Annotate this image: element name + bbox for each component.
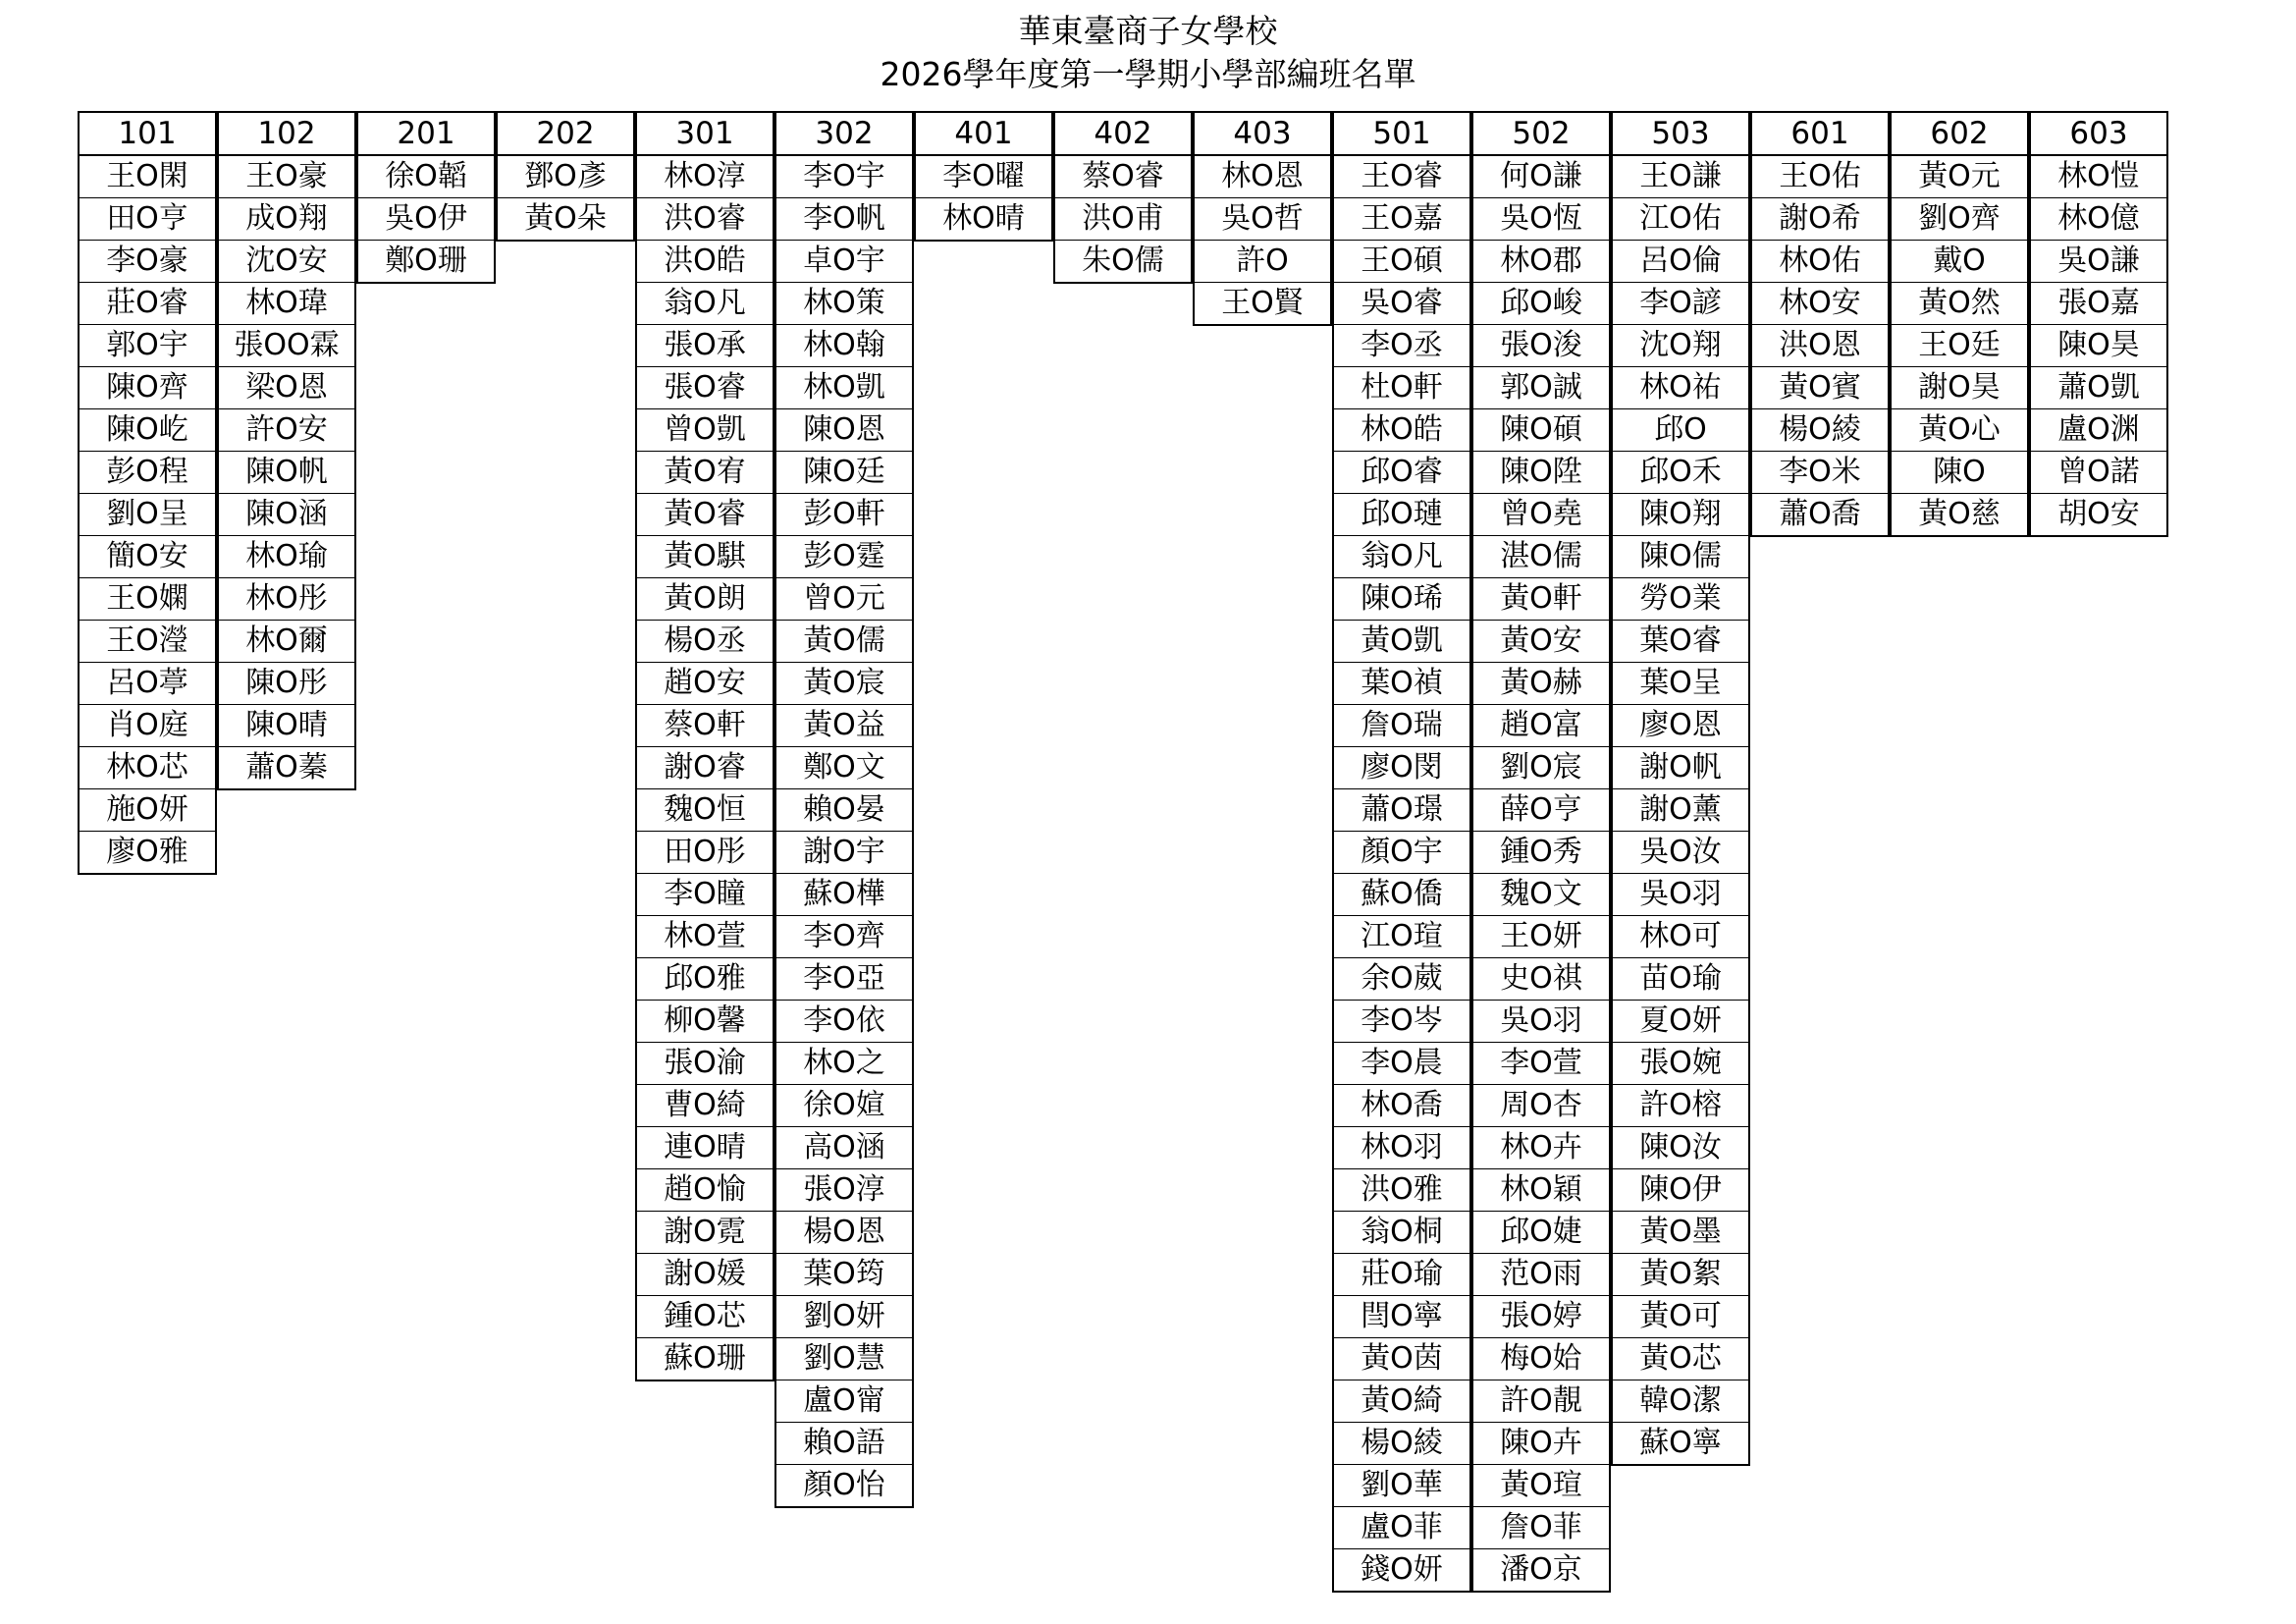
student-name: 劉O宸 <box>1473 746 1609 788</box>
student-name: 黃O睿 <box>637 493 773 535</box>
student-name: 王O嘉 <box>1334 197 1469 240</box>
student-name: 李O亞 <box>776 957 912 1000</box>
student-name: 李O瞳 <box>637 873 773 915</box>
student-name: 陳O帆 <box>219 451 354 493</box>
student-name: 黃O赫 <box>1473 662 1609 704</box>
student-name: 黃O賓 <box>1752 366 1888 408</box>
student-name: 蕭O喬 <box>1752 493 1888 535</box>
student-name: 陳O齊 <box>80 366 215 408</box>
student-name: 張O睿 <box>637 366 773 408</box>
student-name: 田O亨 <box>80 197 215 240</box>
student-name: 黃O慈 <box>1892 493 2027 535</box>
student-name: 王O賢 <box>1195 282 1330 324</box>
student-name: 呂O葶 <box>80 662 215 704</box>
student-name: 詹O菲 <box>1473 1506 1609 1548</box>
student-name: 陳O恩 <box>776 408 912 451</box>
school-name: 華東臺商子女學校 <box>1018 12 1278 50</box>
student-name: 翁O凡 <box>1334 535 1469 577</box>
student-name: 張O淳 <box>776 1168 912 1211</box>
student-name: 楊O丞 <box>637 620 773 662</box>
student-name: 劉O華 <box>1334 1464 1469 1506</box>
student-name: 鄭O文 <box>776 746 912 788</box>
student-name: 簡O安 <box>80 535 215 577</box>
student-name: 苗O瑜 <box>1613 957 1748 1000</box>
student-name: 廖O恩 <box>1613 704 1748 746</box>
student-name: 田O彤 <box>637 831 773 873</box>
student-name: 邱O璉 <box>1334 493 1469 535</box>
student-name: 林O策 <box>776 282 912 324</box>
student-name: 趙O富 <box>1473 704 1609 746</box>
student-name: 潘O京 <box>1473 1548 1609 1591</box>
student-name: 趙O安 <box>637 662 773 704</box>
student-name: 胡O安 <box>2031 493 2166 535</box>
student-name: 陳O翔 <box>1613 493 1748 535</box>
student-name: 林O恩 <box>1221 159 1304 193</box>
student-name: 范O雨 <box>1473 1253 1609 1295</box>
student-name: 梅O姶 <box>1473 1337 1609 1380</box>
student-name: 張O渝 <box>637 1042 773 1084</box>
student-name: 黃O安 <box>1473 620 1609 662</box>
student-name: 林O郡 <box>1473 240 1609 282</box>
student-name: 曾O凱 <box>637 408 773 451</box>
student-name: 許O <box>1195 240 1330 282</box>
student-name: 葉O呈 <box>1613 662 1748 704</box>
student-name: 林O淳 <box>664 159 746 193</box>
class-column-201 <box>356 111 496 284</box>
student-name: 李O萱 <box>1473 1042 1609 1084</box>
class-header: 403 <box>1195 113 1330 156</box>
student-name: 洪O睿 <box>637 197 773 240</box>
class-column-403 <box>1193 111 1332 326</box>
student-name: 林O萱 <box>637 915 773 957</box>
student-name: 劉O呈 <box>80 493 215 535</box>
student-name: 邱O婕 <box>1473 1211 1609 1253</box>
student-name: 林O皓 <box>1334 408 1469 451</box>
student-name: 黃O宸 <box>776 662 912 704</box>
student-name: 李O晨 <box>1334 1042 1469 1084</box>
student-name: 曹O綺 <box>637 1084 773 1126</box>
class-header: 201 <box>358 113 494 156</box>
student-name: 王O碩 <box>1334 240 1469 282</box>
student-name: 徐O韜 <box>385 159 467 193</box>
student-name: 葉O睿 <box>1613 620 1748 662</box>
student-name: 謝O帆 <box>1613 746 1748 788</box>
student-name: 卓O宇 <box>776 240 912 282</box>
student-name: 廖O閔 <box>1334 746 1469 788</box>
class-header: 502 <box>1473 113 1609 156</box>
student-name: 吳O謙 <box>2031 240 2166 282</box>
student-name: 林O芯 <box>80 746 215 788</box>
student-name: 林O穎 <box>1473 1168 1609 1211</box>
student-name: 黃O朵 <box>498 197 633 240</box>
student-name: 盧O渊 <box>2031 408 2166 451</box>
student-name: 杜O軒 <box>1334 366 1469 408</box>
student-name: 王O廷 <box>1892 324 2027 366</box>
student-name: 吳O汝 <box>1613 831 1748 873</box>
student-name: 王O嫻 <box>80 577 215 620</box>
student-name: 林O可 <box>1613 915 1748 957</box>
student-name: 劉O妍 <box>776 1295 912 1337</box>
student-name: 張OO霖 <box>219 324 354 366</box>
class-column-301 <box>635 111 774 1381</box>
student-name: 蘇O珊 <box>637 1337 773 1380</box>
student-name: 盧O甯 <box>776 1380 912 1422</box>
student-name: 張O婷 <box>1473 1295 1609 1337</box>
student-name: 史O祺 <box>1473 957 1609 1000</box>
student-name: 邱O睿 <box>1334 451 1469 493</box>
student-name: 吳O恆 <box>1473 197 1609 240</box>
student-name: 陳O琋 <box>1334 577 1469 620</box>
student-name: 張O承 <box>637 324 773 366</box>
student-name: 沈O翔 <box>1613 324 1748 366</box>
student-name: 肖O庭 <box>80 704 215 746</box>
student-name: 趙O愉 <box>637 1168 773 1211</box>
student-name: 柳O馨 <box>637 1000 773 1042</box>
student-name: 何O謙 <box>1500 159 1582 193</box>
student-name: 陳O碩 <box>1473 408 1609 451</box>
student-name: 謝O希 <box>1752 197 1888 240</box>
student-name: 林O喬 <box>1334 1084 1469 1126</box>
student-name: 呂O倫 <box>1613 240 1748 282</box>
student-name: 王O豪 <box>245 159 328 193</box>
class-column-402 <box>1053 111 1193 284</box>
student-name: 李O豪 <box>80 240 215 282</box>
student-name: 林O佑 <box>1752 240 1888 282</box>
student-name: 高O涵 <box>776 1126 912 1168</box>
student-name: 鍾O秀 <box>1473 831 1609 873</box>
student-name: 閆O寧 <box>1334 1295 1469 1337</box>
student-name: 李O依 <box>776 1000 912 1042</box>
student-name: 彭O程 <box>80 451 215 493</box>
class-header: 603 <box>2031 113 2166 156</box>
student-name: 張O婉 <box>1613 1042 1748 1084</box>
student-name: 林O億 <box>2031 197 2166 240</box>
student-name: 成O翔 <box>219 197 354 240</box>
student-name: 葉O筠 <box>776 1253 912 1295</box>
student-name: 林O爾 <box>219 620 354 662</box>
student-name: 劉O慧 <box>776 1337 912 1380</box>
student-name: 錢O妍 <box>1334 1548 1469 1591</box>
student-name: 黃O芯 <box>1613 1337 1748 1380</box>
student-name: 謝O昊 <box>1892 366 2027 408</box>
student-name: 曾O堯 <box>1473 493 1609 535</box>
student-name: 彭O軒 <box>776 493 912 535</box>
student-name: 陳O儒 <box>1613 535 1748 577</box>
student-name: 王O睿 <box>1361 159 1443 193</box>
student-name: 黃O墨 <box>1613 1211 1748 1253</box>
student-name: 彭O霆 <box>776 535 912 577</box>
student-name: 賴O語 <box>776 1422 912 1464</box>
student-name: 陳O昊 <box>2031 324 2166 366</box>
student-name: 吳O哲 <box>1195 197 1330 240</box>
student-name: 陳O陞 <box>1473 451 1609 493</box>
student-name: 洪O皓 <box>637 240 773 282</box>
student-name: 陳O晴 <box>219 704 354 746</box>
student-name: 翁O凡 <box>637 282 773 324</box>
student-name: 夏O妍 <box>1613 1000 1748 1042</box>
student-name: 黃O茵 <box>1334 1337 1469 1380</box>
student-name: 黃O凱 <box>1334 620 1469 662</box>
student-name: 林O羽 <box>1334 1126 1469 1168</box>
student-name: 蘇O樺 <box>776 873 912 915</box>
student-name: 林O晴 <box>916 197 1051 240</box>
student-name: 翁O桐 <box>1334 1211 1469 1253</box>
student-name: 楊O綾 <box>1334 1422 1469 1464</box>
student-name: 陳O屹 <box>80 408 215 451</box>
class-column-602 <box>1890 111 2029 537</box>
student-name: 謝O宇 <box>776 831 912 873</box>
student-name: 林O之 <box>776 1042 912 1084</box>
student-name: 廖O雅 <box>80 831 215 873</box>
student-name: 周O杏 <box>1473 1084 1609 1126</box>
student-name: 蕭O凱 <box>2031 366 2166 408</box>
student-name: 謝O薰 <box>1613 788 1748 831</box>
student-name: 魏O恒 <box>637 788 773 831</box>
student-name: 施O妍 <box>80 788 215 831</box>
student-name: 陳O <box>1892 451 2027 493</box>
student-name: 黃O朗 <box>637 577 773 620</box>
class-header: 501 <box>1334 113 1469 156</box>
student-name: 蘇O寧 <box>1613 1422 1748 1464</box>
student-name: 王O瀅 <box>80 620 215 662</box>
student-name: 陳O汝 <box>1613 1126 1748 1168</box>
class-column-102 <box>217 111 356 790</box>
student-name: 林O彤 <box>219 577 354 620</box>
student-name: 邱O峻 <box>1473 282 1609 324</box>
student-name: 蕭O璟 <box>1334 788 1469 831</box>
student-name: 黃O益 <box>776 704 912 746</box>
student-name: 徐O媗 <box>776 1084 912 1126</box>
student-name: 林O安 <box>1752 282 1888 324</box>
class-header: 301 <box>637 113 773 156</box>
student-name: 陳O伊 <box>1613 1168 1748 1211</box>
student-name: 戴O <box>1892 240 2027 282</box>
student-name: 林O凱 <box>776 366 912 408</box>
class-header: 402 <box>1055 113 1191 156</box>
student-name: 韓O潔 <box>1613 1380 1748 1422</box>
student-name: 李O曜 <box>942 159 1025 193</box>
student-name: 楊O恩 <box>776 1211 912 1253</box>
student-name: 江O瑄 <box>1334 915 1469 957</box>
student-name: 黃O心 <box>1892 408 2027 451</box>
student-name: 許O榕 <box>1613 1084 1748 1126</box>
student-name: 勞O業 <box>1613 577 1748 620</box>
class-column-101 <box>78 111 217 875</box>
student-name: 黃O儒 <box>776 620 912 662</box>
student-name: 林O瑜 <box>219 535 354 577</box>
student-name: 郭O誠 <box>1473 366 1609 408</box>
student-name: 盧O菲 <box>1334 1506 1469 1548</box>
student-name: 曾O諾 <box>2031 451 2166 493</box>
student-name: 曾O元 <box>776 577 912 620</box>
student-name: 謝O霓 <box>637 1211 773 1253</box>
student-name: 鍾O芯 <box>637 1295 773 1337</box>
student-name: 洪O甫 <box>1055 197 1191 240</box>
student-name: 李O宇 <box>803 159 885 193</box>
student-name: 李O齊 <box>776 915 912 957</box>
student-name: 莊O睿 <box>80 282 215 324</box>
class-column-502 <box>1471 111 1611 1593</box>
student-name: 黃O然 <box>1892 282 2027 324</box>
student-name: 謝O媛 <box>637 1253 773 1295</box>
class-header: 401 <box>916 113 1051 156</box>
student-name: 蔡O軒 <box>637 704 773 746</box>
class-column-202 <box>496 111 635 242</box>
student-name: 劉O齊 <box>1892 197 2027 240</box>
student-name: 謝O睿 <box>637 746 773 788</box>
student-name: 黃O絮 <box>1613 1253 1748 1295</box>
student-name: 莊O瑜 <box>1334 1253 1469 1295</box>
student-name: 江O佑 <box>1613 197 1748 240</box>
student-name: 邱O雅 <box>637 957 773 1000</box>
student-name: 蔡O睿 <box>1082 159 1164 193</box>
student-name: 薛O亨 <box>1473 788 1609 831</box>
student-name: 沈O安 <box>219 240 354 282</box>
student-name: 林O愷 <box>2057 159 2140 193</box>
student-name: 張O嘉 <box>2031 282 2166 324</box>
document-title: 2026學年度第一學期小學部編班名單 <box>880 55 1416 93</box>
student-name: 吳O羽 <box>1613 873 1748 915</box>
student-name: 李O諺 <box>1613 282 1748 324</box>
student-name: 梁O恩 <box>219 366 354 408</box>
student-name: 魏O文 <box>1473 873 1609 915</box>
student-name: 李O岑 <box>1334 1000 1469 1042</box>
student-name: 林O祐 <box>1613 366 1748 408</box>
student-name: 李O米 <box>1752 451 1888 493</box>
student-name: 顏O怡 <box>776 1464 912 1506</box>
student-name: 吳O伊 <box>358 197 494 240</box>
student-name: 蕭O蓁 <box>219 746 354 788</box>
student-name: 李O帆 <box>776 197 912 240</box>
student-name: 郭O宇 <box>80 324 215 366</box>
student-name: 顏O宇 <box>1334 831 1469 873</box>
class-header: 302 <box>776 113 912 156</box>
student-name: 楊O綾 <box>1752 408 1888 451</box>
class-column-401 <box>914 111 1053 242</box>
class-column-302 <box>774 111 914 1508</box>
student-name: 吳O睿 <box>1334 282 1469 324</box>
student-name: 黃O瑄 <box>1473 1464 1609 1506</box>
student-name: 余O葳 <box>1334 957 1469 1000</box>
student-name: 陳O卉 <box>1473 1422 1609 1464</box>
class-column-603 <box>2029 111 2168 537</box>
student-name: 湛O儒 <box>1473 535 1609 577</box>
student-name: 王O謙 <box>1639 159 1722 193</box>
student-name: 李O丞 <box>1334 324 1469 366</box>
student-name: 蘇O僑 <box>1334 873 1469 915</box>
student-name: 林O卉 <box>1473 1126 1609 1168</box>
class-column-601 <box>1750 111 1890 537</box>
student-name: 張O浚 <box>1473 324 1609 366</box>
student-name: 鄧O彥 <box>524 159 607 193</box>
student-name: 王O閑 <box>106 159 188 193</box>
student-name: 林O瑋 <box>219 282 354 324</box>
student-name: 詹O瑞 <box>1334 704 1469 746</box>
student-name: 葉O禎 <box>1334 662 1469 704</box>
student-name: 黃O可 <box>1613 1295 1748 1337</box>
student-name: 邱O <box>1613 408 1748 451</box>
student-name: 許O靚 <box>1473 1380 1609 1422</box>
class-header: 503 <box>1613 113 1748 156</box>
student-name: 陳O涵 <box>219 493 354 535</box>
class-column-501 <box>1332 111 1471 1593</box>
student-name: 洪O雅 <box>1334 1168 1469 1211</box>
class-header: 202 <box>498 113 633 156</box>
student-name: 陳O廷 <box>776 451 912 493</box>
student-name: 許O安 <box>219 408 354 451</box>
class-header: 101 <box>80 113 215 156</box>
student-name: 黃O軒 <box>1473 577 1609 620</box>
student-name: 陳O彤 <box>219 662 354 704</box>
student-name: 邱O禾 <box>1613 451 1748 493</box>
student-name: 賴O晏 <box>776 788 912 831</box>
student-name: 黃O元 <box>1918 159 2001 193</box>
student-name: 朱O儒 <box>1055 240 1191 282</box>
student-name: 黃O綺 <box>1334 1380 1469 1422</box>
student-name: 黃O宥 <box>637 451 773 493</box>
student-name: 黃O騏 <box>637 535 773 577</box>
class-column-503 <box>1611 111 1750 1466</box>
class-header: 601 <box>1752 113 1888 156</box>
student-name: 王O妍 <box>1473 915 1609 957</box>
class-header: 602 <box>1892 113 2027 156</box>
student-name: 吳O羽 <box>1473 1000 1609 1042</box>
student-name: 王O佑 <box>1779 159 1861 193</box>
student-name: 鄭O珊 <box>358 240 494 282</box>
student-name: 林O翰 <box>776 324 912 366</box>
student-name: 洪O恩 <box>1752 324 1888 366</box>
student-name: 連O晴 <box>637 1126 773 1168</box>
class-header: 102 <box>219 113 354 156</box>
